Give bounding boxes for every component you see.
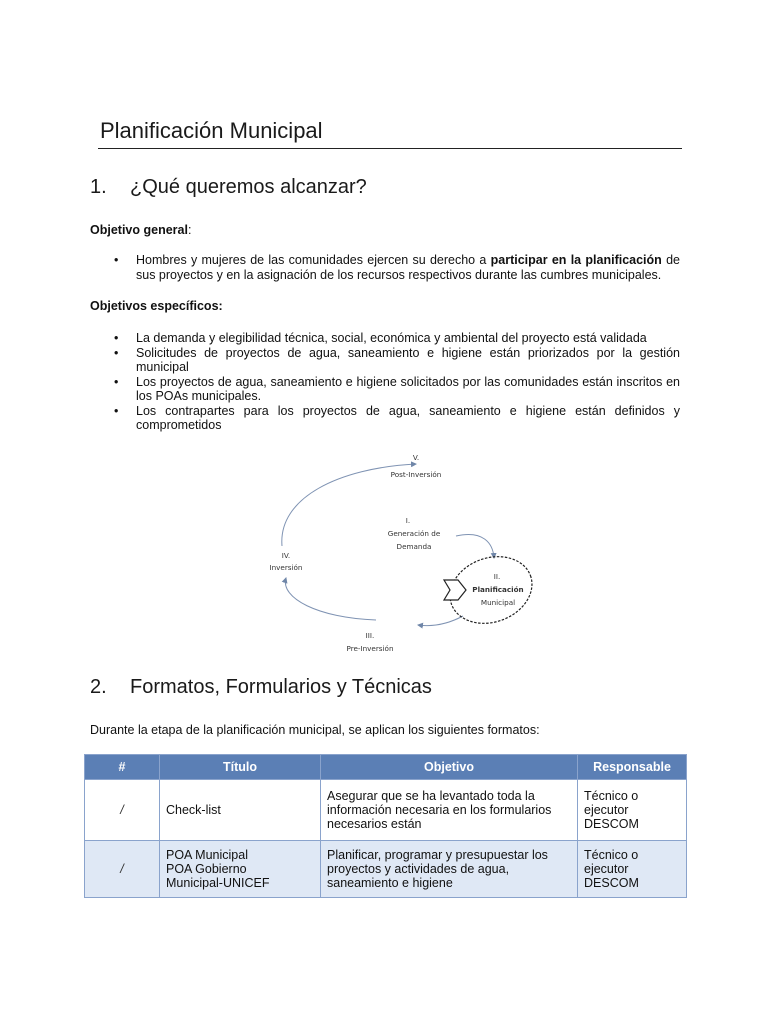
- specific-objectives-label: Objetivos específicos:: [90, 299, 223, 313]
- formats-table: [84, 754, 687, 898]
- phase-iii-label: Pre-Inversión: [346, 644, 394, 653]
- row-objetivo: Planificar, programar y presupuestar los proyectos y actividades de agua, saneamiento e higiene: [321, 841, 578, 898]
- phase-ii-label-1: Planificación: [472, 585, 524, 594]
- arc-iii-to-iv: [285, 578, 376, 620]
- row-titulo-line: POA Gobierno: [166, 862, 247, 876]
- section-1-heading: [90, 176, 367, 199]
- phase-ii-number: II.: [493, 572, 501, 581]
- project-cycle-svg: [258, 448, 558, 658]
- section-2-heading: [90, 676, 432, 699]
- page-title: Planificación Municipal: [100, 118, 323, 143]
- specific-objectives-list: [108, 331, 680, 433]
- phase-ii-label-2: Municipal: [480, 598, 516, 607]
- arc-i-to-ii: [456, 535, 494, 558]
- row-responsable: Técnico o ejecutor DESCOM: [578, 841, 687, 898]
- row-titulo-line: Check-list: [166, 803, 221, 817]
- project-cycle-diagram: [258, 448, 558, 658]
- chevron-icon: [444, 580, 466, 600]
- general-objective-label: [90, 223, 191, 237]
- table-row: [85, 780, 687, 841]
- col-header-num: #: [85, 755, 160, 780]
- row-objetivo: Asegurar que se ha levantado toda la información necesaria en los formularios necesarios están: [321, 780, 578, 841]
- row-number: /: [85, 841, 160, 898]
- row-titulo: [160, 841, 321, 898]
- list-item: • Solicitudes de proyectos de agua, saneamiento e higiene están priorizados por la gestión municipal: [108, 346, 680, 375]
- general-objective-bold: participar en la planificación: [490, 253, 662, 267]
- general-objective-item: [108, 253, 680, 282]
- arc-ii-to-iii: [418, 616, 463, 626]
- col-header-titulo: Título: [160, 755, 321, 780]
- phase-i-label-2: Demanda: [396, 542, 432, 551]
- general-objective-label-text: Objetivo general: [90, 223, 188, 237]
- phase-v-label: Post-Inversión: [390, 470, 442, 479]
- phase-i-number: I.: [405, 516, 411, 525]
- general-objective-text-1: Hombres y mujeres de las comunidades ejercen su derecho a: [136, 253, 491, 267]
- row-number: /: [85, 780, 160, 841]
- phase-v-number: V.: [412, 453, 420, 462]
- list-item: • Los contrapartes para los proyectos de agua, saneamiento e higiene están definidos y comprometidos: [108, 404, 680, 433]
- row-titulo-line: POA Municipal: [166, 848, 248, 862]
- row-titulo-line: Municipal-UNICEF: [166, 876, 270, 890]
- table-row: [85, 841, 687, 898]
- list-item: • Los proyectos de agua, saneamiento e higiene solicitados por las comunidades están inscritos en los POAs municipales.: [108, 375, 680, 404]
- section-1-title: ¿Qué queremos alcanzar?: [130, 176, 367, 198]
- phase-iv-number: IV.: [281, 551, 291, 560]
- phase-iv-label: Inversión: [269, 563, 303, 572]
- section-2-title: Formatos, Formularios y Técnicas: [130, 676, 432, 698]
- row-responsable: Técnico o ejecutor DESCOM: [578, 780, 687, 841]
- table-header-row: [85, 755, 687, 780]
- row-titulo: [160, 780, 321, 841]
- phase-i-label-1: Generación de: [387, 529, 441, 538]
- section-2-intro: Durante la etapa de la planificación municipal, se aplican los siguientes formatos:: [90, 723, 540, 737]
- col-header-objetivo: Objetivo: [321, 755, 578, 780]
- general-objective-text-2: de sus proyectos y en la asignación de los recursos respectivos durante las cumbres municipales.: [136, 253, 680, 282]
- list-item: • La demanda y elegibilidad técnica, social, económica y ambiental del proyecto está validada: [108, 331, 680, 346]
- general-objective-list: [108, 253, 680, 282]
- general-objective-colon: :: [187, 223, 192, 237]
- section-2-number: 2.: [90, 676, 107, 698]
- title-rule: [98, 148, 682, 149]
- col-header-responsable: Responsable: [578, 755, 687, 780]
- phase-iii-number: III.: [365, 631, 375, 640]
- section-1-number: 1.: [90, 176, 107, 198]
